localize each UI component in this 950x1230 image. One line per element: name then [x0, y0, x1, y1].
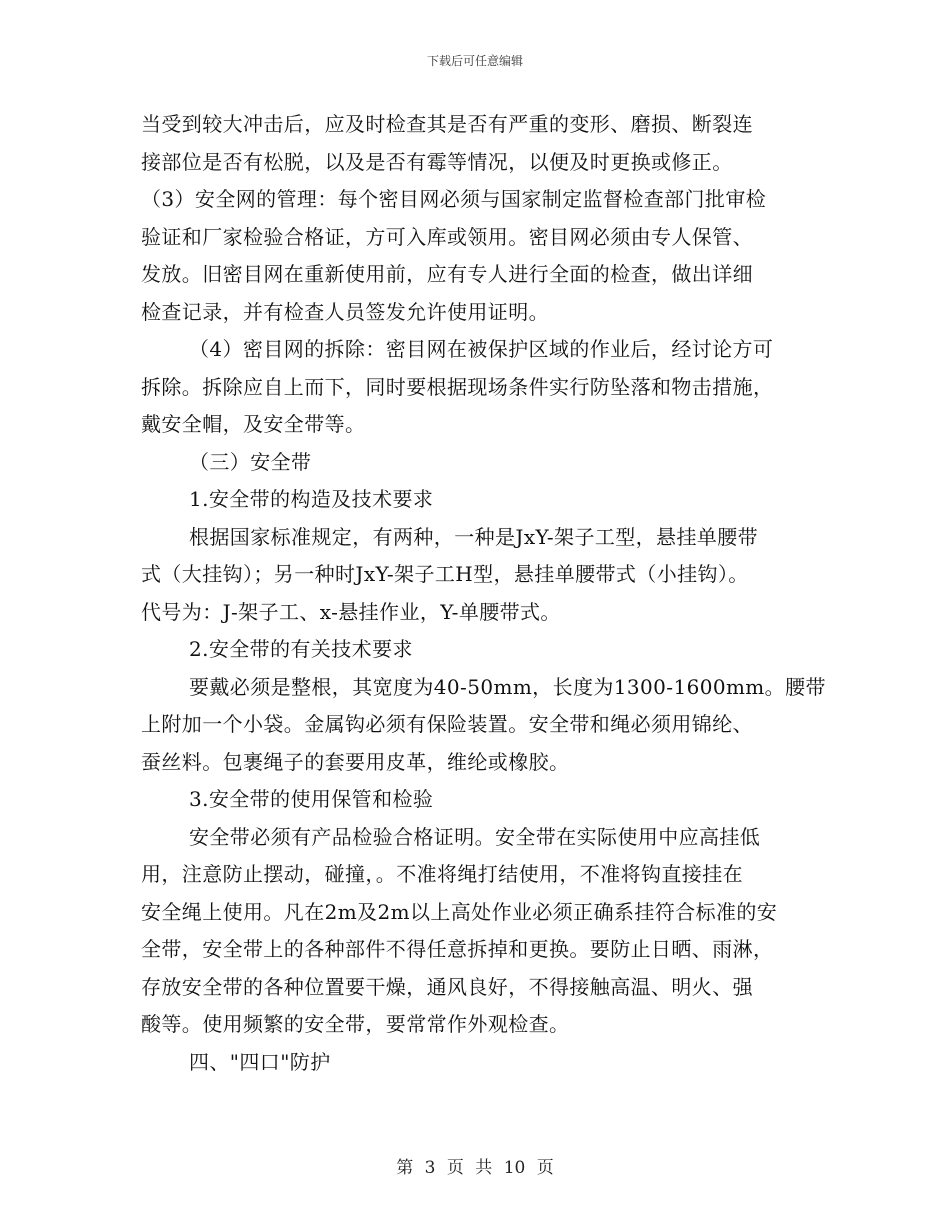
text-line: 安全绳上使用。凡在2m及2m以上高处作业必须正确系挂符合标准的安 — [141, 899, 778, 924]
text-line: 酸等。使用频繁的安全带，要常常作外观检查。 — [141, 1012, 570, 1036]
text-line: 拆除。拆除应自上而下，同时要根据现场条件实行防坠落和物击措施， — [141, 374, 774, 399]
text-line: 戴安全帽，及安全带等。 — [141, 412, 366, 436]
text-line: 验证和厂家检验合格证，方可入库或领用。密目网必须由专人保管、 — [141, 224, 753, 249]
text-line: 检查记录，并有检查人员签发允许使用证明。 — [141, 299, 549, 324]
text-line: 式（大挂钩）；另一种时JxY-架子工H型，悬挂单腰带式（小挂钩）。 — [141, 562, 749, 586]
text-line: 安全带必须有产品检验合格证明。安全带在实际使用中应高挂低 — [189, 824, 761, 849]
text-line: 根据国家标准规定，有两种，一种是JxY-架子工型，悬挂单腰带 — [189, 524, 759, 549]
text-line: 当受到较大冲击后，应及时检查其是否有严重的变形、磨损、断裂连 — [141, 112, 753, 136]
text-line: 用，注意防止摆动，碰撞，。不准将绳打结使用，不准将钩直接挂在 — [141, 862, 743, 886]
text-line: 上附加一个小袋。金属钩必须有保险装置。安全带和绳必须用锦纶、 — [141, 712, 753, 736]
text-line: 接部位是否有松脱，以及是否有霉等情况，以便及时更换或修正。 — [141, 149, 733, 174]
document-body — [141, 106, 826, 1081]
text-line: 蚕丝料。包裹绳子的套要用皮革，维纶或橡胶。 — [141, 749, 570, 774]
text-line: 2.安全带的有关技术要求 — [189, 637, 413, 661]
page-header: 下载后可任意编辑 — [426, 54, 523, 68]
text-line: 全带，安全带上的各种部件不得任意拆掉和更换。要防止日晒、雨淋， — [141, 937, 774, 961]
text-line: 发放。旧密目网在重新使用前，应有专人进行全面的检查，做出详细 — [141, 262, 753, 286]
text-line: 要戴必须是整根，其宽度为40-50mm，长度为1300-1600mm。腰带 — [189, 674, 826, 699]
page-footer: 第 3 页 共 10 页 — [396, 1158, 554, 1178]
text-line: 四、"四口"防护 — [189, 1049, 331, 1074]
text-line: （3）安全网的管理：每个密目网必须与国家制定监督检查部门批审检 — [141, 187, 767, 211]
text-line: 1.安全带的构造及技术要求 — [189, 487, 434, 511]
text-line: （4）密目网的拆除：密目网在被保护区域的作业后，经讨论方可 — [189, 337, 774, 361]
text-line: 3.安全带的使用保管和检验 — [189, 787, 434, 811]
text-line: （三）安全带 — [189, 449, 312, 474]
text-line: 代号为：J-架子工、x-悬挂作业，Y-单腰带式。 — [141, 599, 561, 624]
text-line: 存放安全带的各种位置要干燥，通风良好，不得接触高温、明火、强 — [141, 974, 753, 999]
